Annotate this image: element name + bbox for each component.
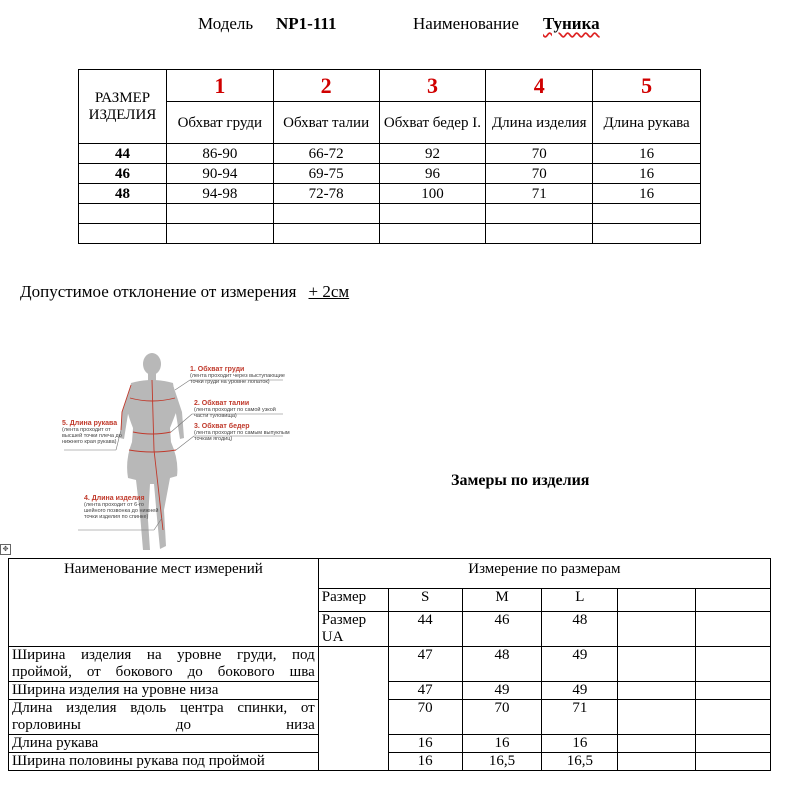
measure-value: 48 <box>462 647 542 682</box>
value-cell: 66-72 <box>273 144 379 164</box>
column-label: Длина изделия <box>486 102 593 144</box>
measure-value: 16,5 <box>462 753 542 771</box>
column-number: 1 <box>166 70 273 102</box>
table-row <box>9 647 771 682</box>
blank-cell <box>318 647 388 771</box>
place-header: Наименование мест измерений <box>9 559 319 647</box>
value-cell: 96 <box>379 164 486 184</box>
measure-value: 70 <box>388 700 462 735</box>
value-cell: 70 <box>486 144 593 164</box>
measurement-figure <box>58 350 290 555</box>
column-number: 4 <box>486 70 593 102</box>
measure-value: 47 <box>388 647 462 682</box>
measurements-table <box>8 558 771 771</box>
measurements-title: Замеры по изделия <box>451 472 590 489</box>
table-row <box>9 700 771 735</box>
tolerance-line <box>20 282 349 302</box>
value-cell: 16 <box>593 164 701 184</box>
measure-name: Ширина половины рукава под проймой <box>9 753 319 771</box>
size-l: L <box>542 589 618 612</box>
measure-value: 16 <box>388 753 462 771</box>
model-label: Модель <box>198 14 254 33</box>
measure-value: 47 <box>388 682 462 700</box>
measure-value: 71 <box>542 700 618 735</box>
table-row <box>9 735 771 753</box>
size-cell: 44 <box>79 144 167 164</box>
measure-value: 70 <box>462 700 542 735</box>
column-label: Длина рукава <box>593 102 701 144</box>
caption-length: 4. Длина изделия (лента проходит от 6-го шейного позвонка до нижней точки изделия по спинке) <box>84 495 159 520</box>
measure-value: 49 <box>542 682 618 700</box>
size-cell: 46 <box>79 164 167 184</box>
measure-value: 49 <box>462 682 542 700</box>
value-cell: 92 <box>379 144 486 164</box>
column-label: Обхват бедер I. <box>379 102 486 144</box>
caption-sleeve: 5. Длина рукава (лента проходит от высшей точки плеча до нижнего края рукава) <box>62 420 122 445</box>
measure-value: 16 <box>388 735 462 753</box>
table-row <box>9 753 771 771</box>
size-table <box>78 69 701 244</box>
table-move-handle-icon[interactable]: ✥ <box>0 544 11 555</box>
tolerance-text: Допустимое отклонение от измерения <box>20 282 297 301</box>
measure-name: Длина рукава <box>9 735 319 753</box>
table-row <box>9 682 771 700</box>
value-cell: 72-78 <box>273 184 379 204</box>
name-label: Наименование <box>413 14 519 33</box>
size-s: S <box>388 589 462 612</box>
size-ua-value: 48 <box>542 612 618 647</box>
value-cell: 69-75 <box>273 164 379 184</box>
size-m: M <box>462 589 542 612</box>
column-number: 5 <box>593 70 701 102</box>
size-corner-label: РАЗМЕР ИЗДЕЛИЯ <box>79 70 167 144</box>
value-cell: 16 <box>593 184 701 204</box>
column-number: 3 <box>379 70 486 102</box>
size-ua-value: 46 <box>462 612 542 647</box>
measure-value: 16,5 <box>542 753 618 771</box>
tolerance-value: + 2см <box>308 282 350 301</box>
empty-row <box>79 204 701 224</box>
size-ua-label: Размер UA <box>318 612 388 647</box>
model-value: NP1-111 <box>276 14 337 33</box>
value-cell: 94-98 <box>166 184 273 204</box>
table-row <box>79 144 701 164</box>
column-label: Обхват груди <box>166 102 273 144</box>
value-cell: 100 <box>379 184 486 204</box>
measure-name: Ширина изделия на уровне низа <box>9 682 319 700</box>
value-cell: 90-94 <box>166 164 273 184</box>
table-row <box>79 184 701 204</box>
document-header <box>0 14 785 38</box>
measure-name: Ширина изделия на уровне груди, под проймой, от бокового до бокового шва <box>9 647 319 682</box>
measure-value: 16 <box>462 735 542 753</box>
column-label: Обхват талии <box>273 102 379 144</box>
caption-waist: 2. Обхват талии (лента проходит по самой узкой части туловища) <box>194 400 276 419</box>
measure-name: Длина изделия вдоль центра спинки, от горловины до низа <box>9 700 319 735</box>
value-cell: 71 <box>486 184 593 204</box>
table-row <box>79 164 701 184</box>
measure-value: 49 <box>542 647 618 682</box>
value-cell: 70 <box>486 164 593 184</box>
size-label: Размер <box>318 589 388 612</box>
value-cell: 86-90 <box>166 144 273 164</box>
measure-header: Измерение по размерам <box>318 559 770 589</box>
empty-row <box>79 224 701 244</box>
column-number: 2 <box>273 70 379 102</box>
measure-value: 16 <box>542 735 618 753</box>
value-cell: 16 <box>593 144 701 164</box>
caption-chest: 1. Обхват груди (лента проходит через выступающие точки груди на уровне лопаток) <box>190 366 285 385</box>
size-ua-value: 44 <box>388 612 462 647</box>
caption-hips: 3. Обхват бедер (лента проходит по самым выпуклым точкам ягодиц) <box>194 423 290 442</box>
name-value: Туника <box>543 14 600 33</box>
size-cell: 48 <box>79 184 167 204</box>
